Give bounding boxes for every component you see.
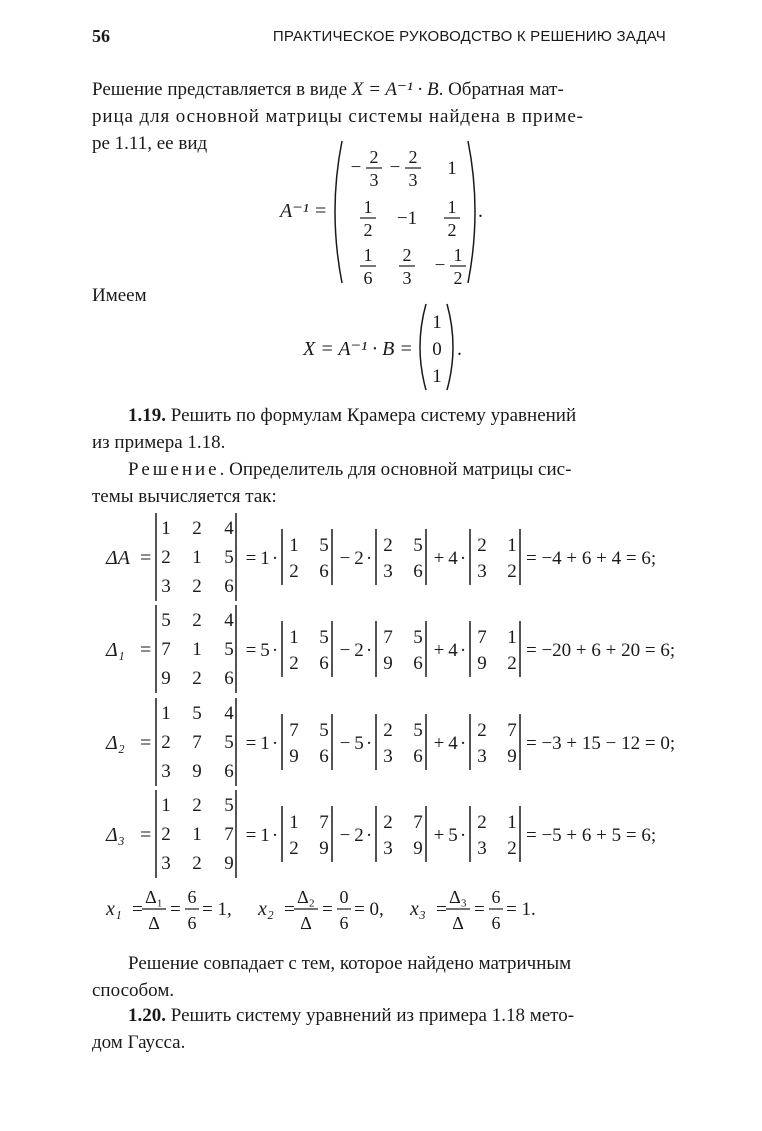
cofactor-coefficient: 2: [354, 548, 364, 569]
multiply-dot: ·: [365, 548, 373, 569]
cofactor-coefficient: 4: [448, 548, 458, 569]
equals-sign: =: [284, 899, 295, 920]
operator-sign: −: [339, 825, 351, 846]
minor-entry: 9: [319, 838, 329, 859]
multiply-dot: ·: [365, 640, 373, 661]
multiply-dot: ·: [459, 640, 467, 661]
minor-entry: 5: [413, 720, 423, 741]
matrix-entry: 2: [192, 610, 202, 631]
cofactor-coefficient: 5: [354, 733, 364, 754]
matrix-entry: 3: [161, 761, 171, 782]
cofactor-coefficient: 4: [448, 733, 458, 754]
matrix-entry: 2: [161, 547, 171, 568]
multiply-dot: ·: [459, 548, 467, 569]
determinant-name: Δ₂: [106, 732, 125, 754]
fraction-denominator: 6: [363, 268, 373, 288]
cofactor-coefficient: 5: [260, 640, 270, 661]
matrix-entry: 9: [192, 761, 202, 782]
paragraph-line: Решение. Определитель для основной матрицы сис-: [128, 459, 572, 480]
minor-entry: 3: [383, 561, 393, 582]
minor-entry: 7: [477, 627, 487, 648]
multiply-dot: ·: [271, 733, 279, 754]
cofactor-coefficient: 1: [260, 825, 270, 846]
multiply-dot: ·: [271, 548, 279, 569]
matrix-entry: 3: [161, 853, 171, 874]
minor-entry: 2: [477, 720, 487, 741]
period: .: [457, 338, 462, 360]
root-value: = 0,: [354, 899, 384, 920]
paragraph-line: из примера 1.18.: [92, 432, 226, 453]
minor-entry: 7: [319, 812, 329, 833]
matrix-entry: 7: [192, 732, 202, 753]
fraction-denominator: 3: [402, 268, 412, 288]
determinant-row: [105, 698, 675, 786]
vector-lhs: X = A⁻¹ · B =: [303, 338, 413, 360]
matrix-entry: 1: [161, 795, 171, 816]
minor-entry: 9: [507, 746, 517, 767]
minor-entry: 9: [289, 746, 299, 767]
minor-entry: 2: [507, 838, 517, 859]
matrix-entry: 5: [224, 547, 234, 568]
multiply-dot: ·: [459, 825, 467, 846]
operator-sign: =: [245, 548, 257, 569]
operator-sign: +: [433, 825, 445, 846]
determinant-result: = −5 + 6 + 5 = 6;: [526, 825, 657, 846]
equals-sign: =: [140, 824, 152, 846]
determinant-name: Δ₁: [106, 639, 125, 661]
minor-entry: 5: [319, 535, 329, 556]
equals-sign: =: [322, 899, 333, 920]
minor-entry: 5: [413, 535, 423, 556]
operator-sign: −: [339, 733, 351, 754]
solution-word: Решение: [128, 459, 220, 480]
multiply-dot: ·: [271, 640, 279, 661]
matrix-entry: 5: [224, 732, 234, 753]
minor-entry: 3: [477, 838, 487, 859]
page-number: 56: [92, 26, 110, 46]
fraction-numerator: 6: [491, 887, 501, 907]
matrix-entry: 2: [161, 732, 171, 753]
vector-entry: 1: [432, 366, 442, 387]
inverse-lhs: A⁻¹ =: [280, 200, 328, 222]
root-variable: x₂: [258, 898, 274, 920]
matrix-entry: −1: [396, 208, 418, 229]
fraction-denominator: 6: [187, 913, 197, 933]
minus-sign: −: [434, 255, 446, 276]
minus-sign: −: [389, 157, 401, 178]
determinant-name: Δ₃: [106, 824, 125, 846]
paragraph-line: способом.: [92, 980, 175, 1001]
determinant-row: [105, 605, 675, 693]
minus-sign: −: [350, 157, 362, 178]
matrix-entry: 4: [224, 703, 234, 724]
fraction-numerator: 1: [453, 245, 463, 265]
root-value: = 1.: [506, 899, 536, 920]
fraction-denominator: Δ: [300, 913, 312, 933]
multiply-dot: ·: [365, 825, 373, 846]
fraction-numerator: 6: [187, 887, 197, 907]
minor-entry: 2: [507, 561, 517, 582]
minor-entry: 6: [413, 653, 423, 674]
equals-sign: =: [140, 547, 152, 569]
fraction-numerator: Δ₂: [297, 887, 315, 907]
minor-entry: 3: [383, 838, 393, 859]
fraction-numerator: 0: [339, 887, 349, 907]
fraction-denominator: 6: [339, 913, 349, 933]
matrix-entry: 2: [161, 824, 171, 845]
minor-entry: 1: [507, 812, 517, 833]
fraction-numerator: 2: [402, 245, 412, 265]
vector-entry: 0: [432, 339, 442, 360]
fraction-numerator: 1: [447, 197, 457, 217]
multiply-dot: ·: [271, 825, 279, 846]
fraction-denominator: 6: [491, 913, 501, 933]
equals-sign: =: [170, 899, 181, 920]
matrix-entry: 7: [224, 824, 234, 845]
matrix-entry: 1: [447, 158, 457, 179]
fraction-denominator: Δ: [148, 913, 160, 933]
minor-entry: 2: [289, 838, 299, 859]
matrix-entry: 6: [224, 668, 234, 689]
operator-sign: +: [433, 548, 445, 569]
operator-sign: =: [245, 640, 257, 661]
minor-entry: 6: [413, 561, 423, 582]
running-title: ПРАКТИЧЕСКОЕ РУКОВОДСТВО К РЕШЕНИЮ ЗАДАЧ: [272, 28, 666, 45]
fraction-denominator: 2: [363, 220, 373, 240]
minor-entry: 2: [383, 812, 393, 833]
minor-entry: 7: [413, 812, 423, 833]
operator-sign: −: [339, 640, 351, 661]
matrix-entry: 4: [224, 610, 234, 631]
determinant-result: = −4 + 6 + 4 = 6;: [526, 548, 657, 569]
minor-entry: 1: [289, 627, 299, 648]
operator-sign: −: [339, 548, 351, 569]
matrix-entry: 1: [192, 824, 202, 845]
matrix-entry: 9: [224, 853, 234, 874]
fraction-denominator: 3: [369, 170, 379, 190]
fraction-denominator: 3: [408, 170, 418, 190]
matrix-entry: 1: [192, 639, 202, 660]
minor-entry: 1: [507, 535, 517, 556]
cofactor-coefficient: 2: [354, 825, 364, 846]
determinant-row: [105, 790, 656, 878]
cofactor-coefficient: 1: [260, 548, 270, 569]
problem-1-20-line: 1.20. Решить систему уравнений из примера 1.18 мето-: [128, 1005, 575, 1026]
operator-sign: +: [433, 733, 445, 754]
fraction-numerator: 1: [363, 197, 373, 217]
matrix-entry: 5: [224, 795, 234, 816]
paragraph-line: дом Гаусса.: [92, 1032, 186, 1053]
minor-entry: 3: [477, 746, 487, 767]
minor-entry: 2: [477, 535, 487, 556]
matrix-entry: 9: [161, 668, 171, 689]
paragraph-line: рица для основной матрицы системы найдена в приме-: [92, 106, 584, 127]
vector-entry: 1: [432, 312, 442, 333]
equals-sign: =: [436, 899, 447, 920]
matrix-entry: 5: [161, 610, 171, 631]
minor-entry: 2: [507, 653, 517, 674]
period: .: [478, 200, 483, 222]
operator-sign: +: [433, 640, 445, 661]
matrix-entry: 4: [224, 518, 234, 539]
multiply-dot: ·: [365, 733, 373, 754]
fraction-denominator: 2: [453, 268, 463, 288]
minor-entry: 5: [319, 720, 329, 741]
multiply-dot: ·: [459, 733, 467, 754]
minor-entry: 9: [413, 838, 423, 859]
equals-sign: =: [132, 899, 143, 920]
minor-entry: 2: [289, 561, 299, 582]
matrix-entry: 5: [224, 639, 234, 660]
fraction-numerator: 2: [369, 147, 379, 167]
operator-sign: =: [245, 825, 257, 846]
minor-entry: 1: [507, 627, 517, 648]
minor-entry: 7: [507, 720, 517, 741]
paragraph-line: ре 1.11, ее вид: [92, 133, 208, 154]
cofactor-coefficient: 1: [260, 733, 270, 754]
minor-entry: 6: [319, 746, 329, 767]
minor-entry: 6: [413, 746, 423, 767]
fraction-denominator: 2: [447, 220, 457, 240]
equals-sign: =: [140, 732, 152, 754]
fraction-denominator: Δ: [452, 913, 464, 933]
minor-entry: 1: [289, 535, 299, 556]
determinant-result: = −3 + 15 − 12 = 0;: [526, 733, 676, 754]
minor-entry: 1: [289, 812, 299, 833]
problem-1-19-line: 1.19. Решить по формулам Крамера систему уравнений: [128, 405, 577, 426]
matrix-entry: 1: [161, 703, 171, 724]
minor-entry: 5: [413, 627, 423, 648]
minor-entry: 2: [289, 653, 299, 674]
matrix-entry: 1: [161, 518, 171, 539]
matrix-entry: 2: [192, 795, 202, 816]
equals-sign: =: [140, 639, 152, 661]
formula-x-equals: X = A⁻¹ · B: [351, 79, 439, 100]
paragraph-line: темы вычисляется так:: [92, 486, 277, 507]
cofactor-coefficient: 2: [354, 640, 364, 661]
determinant-row: [105, 513, 656, 601]
matrix-entry: 3: [161, 576, 171, 597]
cofactor-coefficient: 5: [448, 825, 458, 846]
minor-entry: 2: [383, 720, 393, 741]
minor-entry: 7: [289, 720, 299, 741]
root-value: = 1,: [202, 899, 232, 920]
equals-sign: =: [474, 899, 485, 920]
matrix-entry: 2: [192, 668, 202, 689]
matrix-entry: 2: [192, 518, 202, 539]
minor-entry: 3: [383, 746, 393, 767]
minor-entry: 2: [477, 812, 487, 833]
matrix-entry: 7: [161, 639, 171, 660]
matrix-entry: 2: [192, 576, 202, 597]
fraction-numerator: 1: [363, 245, 373, 265]
matrix-entry: 6: [224, 761, 234, 782]
problem-number: 1.20.: [128, 1005, 166, 1026]
minor-entry: 6: [319, 653, 329, 674]
imeem-text: Имеем: [92, 285, 147, 306]
minor-entry: 3: [477, 561, 487, 582]
root-variable: x₁: [106, 898, 122, 920]
roots-line: [105, 887, 536, 933]
fraction-numerator: 2: [408, 147, 418, 167]
determinant-name: ΔA: [106, 547, 130, 569]
minor-entry: 2: [383, 535, 393, 556]
paragraph-line: Решение представляется в виде X = A⁻¹ · B. Обратная мат-: [92, 79, 564, 100]
operator-sign: =: [245, 733, 257, 754]
determinant-result: = −20 + 6 + 20 = 6;: [526, 640, 676, 661]
minor-entry: 7: [383, 627, 393, 648]
fraction-numerator: Δ₃: [449, 887, 467, 907]
paragraph-line: Решение совпадает с тем, которое найдено матричным: [128, 953, 572, 974]
minor-entry: 9: [477, 653, 487, 674]
problem-number: 1.19.: [128, 405, 166, 426]
minor-entry: 5: [319, 627, 329, 648]
matrix-entry: 5: [192, 703, 202, 724]
minor-entry: 6: [319, 561, 329, 582]
root-variable: x₃: [410, 898, 426, 920]
minor-entry: 9: [383, 653, 393, 674]
matrix-entry: 6: [224, 576, 234, 597]
cofactor-coefficient: 4: [448, 640, 458, 661]
matrix-entry: 1: [192, 547, 202, 568]
matrix-entry: 2: [192, 853, 202, 874]
fraction-numerator: Δ₁: [145, 887, 163, 907]
